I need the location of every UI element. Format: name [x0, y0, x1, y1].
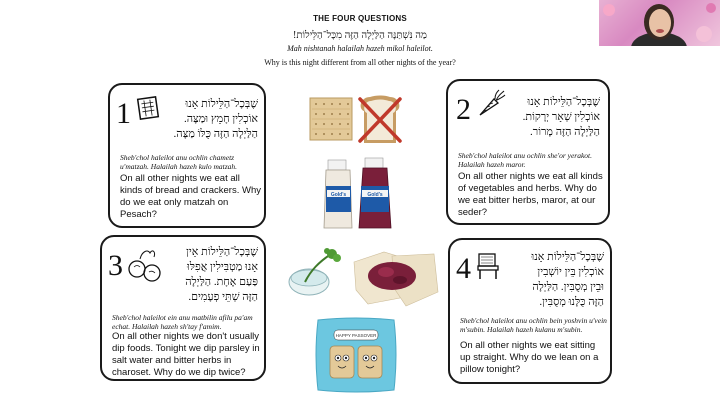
hebrew-line: הַלַּיְלָה הַזֶּה מָרוֹר.	[530, 126, 600, 138]
hebrew-line: שֶׁבְּכָל־הַלֵּילוֹת אֵין	[186, 246, 258, 258]
bottle-label-left: Gold's	[330, 192, 347, 198]
question-english: Why is this night different from all other nights of the year?	[264, 58, 456, 67]
hebrew-line: אוֹכְלִין חָמֵץ וּמַצָּה.	[183, 113, 258, 125]
english-text: On all other nights we eat sitting up straight. Why do we lean on a pillow tonight?	[460, 340, 599, 375]
matzah-image	[308, 96, 354, 142]
english-text: On all other nights we don't usually dip foods. Tonight we dip parsley in salt water and bitter herbs in charoset. Why do we dip twice?	[112, 331, 260, 378]
hebrew-line: הַלַּיְלָה הַזֶּה כֻּלּוֹ מַצָּה.	[173, 128, 258, 140]
hebrew-line: שֶׁבְּכָל־הַלֵּילוֹת אָנוּ	[527, 96, 600, 108]
hebrew-line: פַּעַם אֶחָת. הַלַּיְלָה	[185, 276, 258, 288]
pillow-text: HAPPY PASSOVER	[335, 333, 377, 338]
english-text: On all other nights we eat all kinds of bread and crackers. Why do we eat only matzah on Pesach?	[120, 173, 261, 220]
parsley-salt-water-image	[287, 248, 345, 300]
hebrew-line: שֶׁבְּכָל־הַלֵּילוֹת אָנוּ	[531, 251, 604, 263]
matzah-charoset-image	[352, 248, 440, 308]
hebrew-line: אוֹכְלִין בֵּין יוֹשְׁבִין	[537, 266, 604, 278]
transliteration: Sheb'chol haleilot anu ochlin bein yoshvin u'vein m'subin. Halailah hazeh kulanu m'subin.	[460, 316, 607, 334]
hebrew-line: הַזֶּה שְׁתֵּי פְעָמִים.	[188, 291, 258, 303]
card-number: 4	[456, 252, 471, 285]
passover-pillow-image	[314, 316, 398, 394]
transliteration: Sheb'chol haleilot anu ochlin chametz u'matzah. Halailah hazeh kulo matzah.	[120, 153, 238, 171]
hebrew-line: הַזֶּה כֻּלָּנוּ מְסֻבִּין.	[539, 296, 604, 308]
hebrew-line: אָנוּ מַטְבִּילִין אֲפִלּוּ	[186, 261, 258, 273]
hebrew-question: מַה נִּשְׁתַּנָּה הַלַּיְלָה הַזֶּה מִכָּל־הַלֵּילוֹת!	[293, 30, 427, 41]
question-card-2	[446, 79, 610, 225]
reclining-chair-icon	[476, 252, 500, 280]
horseradish-bottles-image	[323, 154, 395, 232]
question-card-4	[448, 238, 612, 384]
card-number: 3	[108, 249, 123, 282]
bottle-label-right: Gold's	[367, 192, 383, 198]
page-title: THE FOUR QUESTIONS	[313, 14, 407, 23]
card-number: 1	[116, 97, 131, 130]
webcam-video	[599, 0, 720, 46]
question-card-1	[108, 83, 266, 228]
hebrew-line: וּבֵין מְסֻבִּין. הַלַּיְלָה	[532, 281, 604, 293]
card-number: 2	[456, 93, 471, 126]
question-card-3	[100, 235, 266, 381]
transliteration: Sheb'chol haleilot ein anu matbilin afilu pa'am echat. Halailah hazeh sh'tay f'amim.	[112, 313, 253, 331]
hebrew-line: שֶׁבְּכָל־הַלֵּילוֹת אָנוּ	[185, 98, 258, 110]
hebrew-line: אוֹכְלִין שְׁאָר יְרָקוֹת.	[522, 111, 600, 123]
crossed-out-bread-image	[356, 93, 404, 145]
question-transliteration: Mah nishtanah halailah hazeh mikol haleilot.	[287, 44, 433, 53]
transliteration: Sheb'chol haleilot anu ochlin she'or yerakot. Halailah hazeh maror.	[458, 151, 593, 169]
english-text: On all other nights we eat all kinds of vegetables and herbs. Why do we eat bitter herbs, maror, at our seder?	[458, 171, 603, 218]
